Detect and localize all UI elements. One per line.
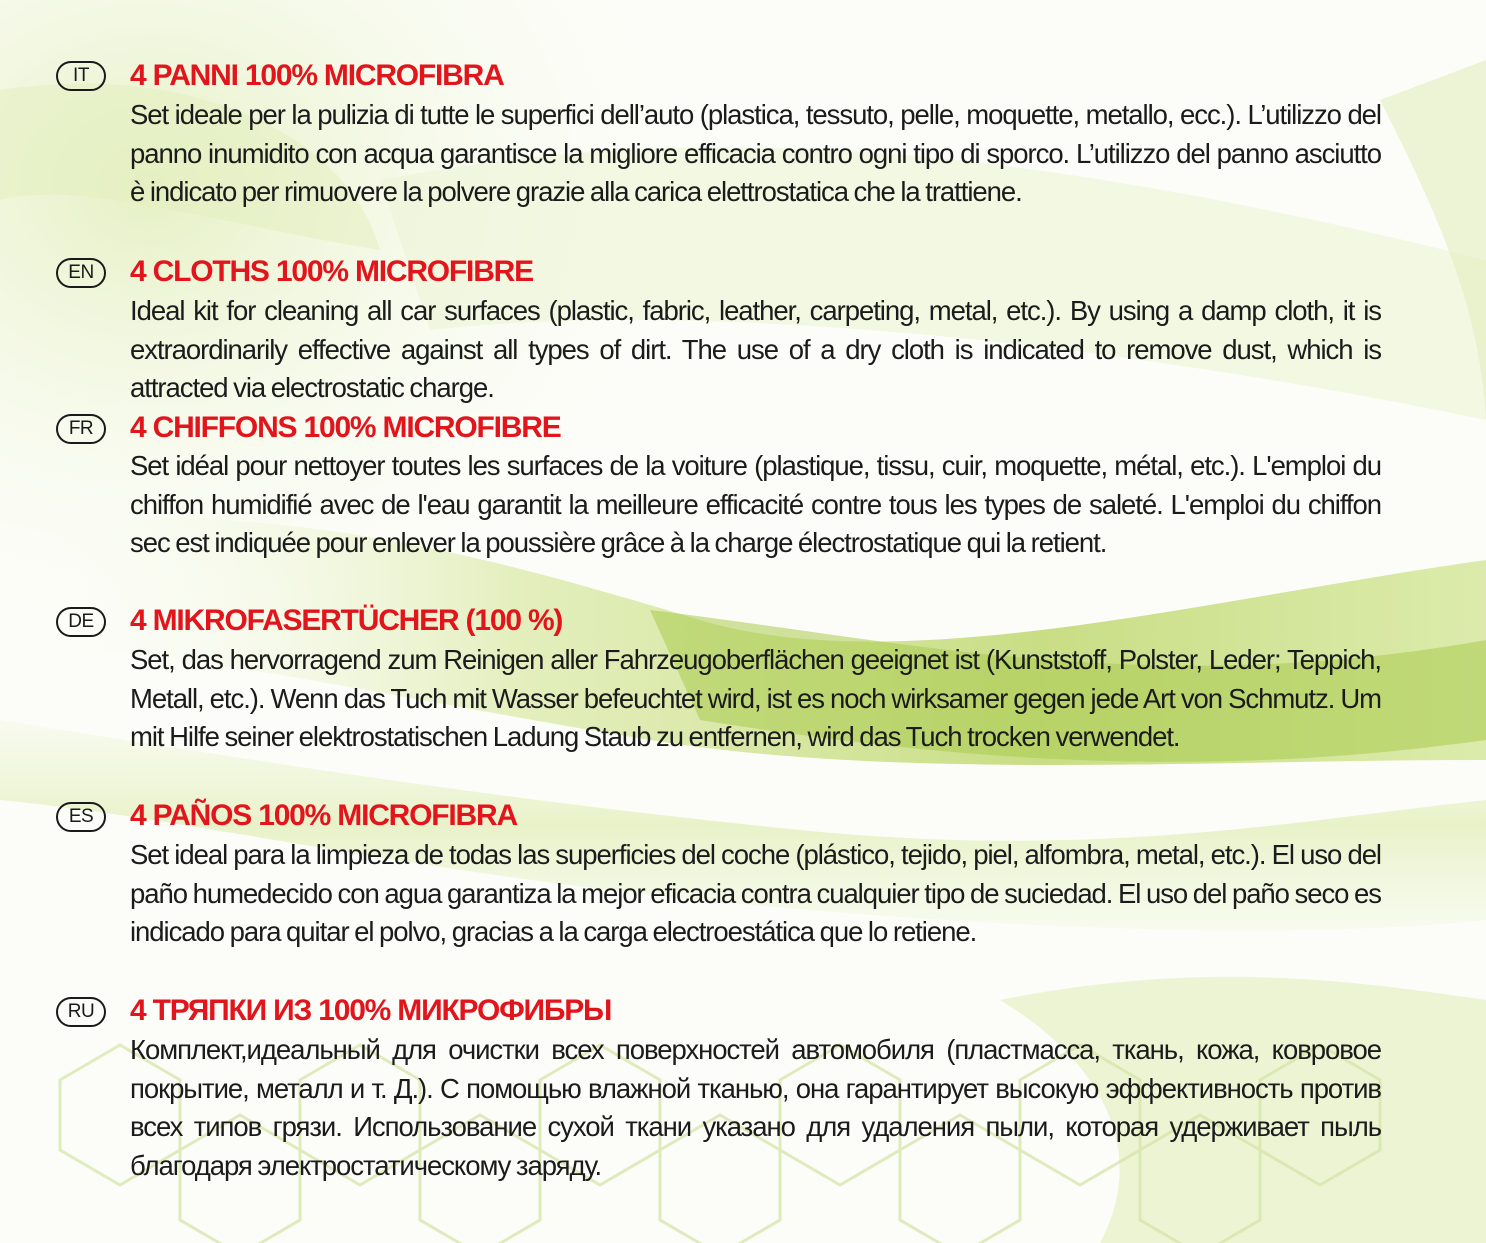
language-badge-fr: FR <box>56 414 106 444</box>
section-body-it: Set ideale per la pulizia di tutte le superfici dell’auto (plastica, tessuto, pelle, moquette, metallo, ecc.). L’utilizzo del panno inumidito con acqua garantisce la migliore efficacia contro ogni tipo di sporco. L’utilizzo del panno asciutto è indicato per rimuovere la polvere grazie alla carica elettrostatica che la trattiene. <box>130 99 1381 208</box>
language-badge-en: EN <box>56 258 106 288</box>
section-body-fr: Set idéal pour nettoyer toutes les surfaces de la voiture (plastique, tissu, cuir, moquette, métal, etc.). L'emploi du chiffon humidifié avec de l'eau garantit la meilleure efficacité contre tous les types de saleté. L'emploi du chiffon sec est indiquée pour enlever la poussière grâce à la charge électrostatique qui la retient. <box>130 450 1381 559</box>
section-body-de: Set, das hervorragend zum Reinigen aller Fahrzeugoberflächen geeignet ist (Kunststoff, Polster, Leder; Teppich, Metall, etc.). Wenn das Tuch mit Wasser befeuchtet wird, ist es noch wirksamer gegen jede Art von Schmutz. Um mit Hilfe seiner elektrostatischen Ladung Staub zu entfernen, wird das Tuch trocken verwendet. <box>130 644 1381 753</box>
section-title-fr: 4 CHIFFONS 100% MICROFIBRE <box>130 411 561 444</box>
language-badge-es: ES <box>56 802 106 832</box>
section-title-it: 4 PANNI 100% MICROFIBRA <box>130 59 504 92</box>
section-title-en: 4 CLOTHS 100% MICROFIBRE <box>130 255 533 288</box>
language-badge-de: DE <box>56 607 106 637</box>
section-body-en: Ideal kit for cleaning all car surfaces (plastic, fabric, leather, carpeting, metal, etc.). By using a damp cloth, it is extraordinarily effective against all types of dirt. The use of a dry cloth is indicated to remove dust, which is attracted via electrostatic charge. <box>130 295 1381 404</box>
language-badge-ru: RU <box>56 997 106 1027</box>
section-body-ru: Комплект,идеальный для очистки всех поверхностей автомобиля (пластмасса, ткань, кожа, ковровое покрытие, металл и т. Д.). С помощью влажной тканью, она гарантирует высокую эффективность против всех типов грязи. Использование сухой ткани указано для удаления пыли, которая удерживает пыль благодаря электростатическому заряду. <box>130 1034 1381 1182</box>
section-body-es: Set ideal para la limpieza de todas las superficies del coche (plástico, tejido, piel, alfombra, metal, etc.). El uso del paño humedecido con agua garantiza la mejor eficacia contra cualquier tipo de suciedad. El uso del paño seco es indicado para quitar el polvo, gracias a la carga electroestática que lo retiene. <box>130 839 1381 948</box>
language-badge-it: IT <box>56 61 106 91</box>
section-title-es: 4 PAÑOS 100% MICROFIBRA <box>130 799 517 832</box>
section-title-de: 4 MIKROFASERTÜCHER (100 %) <box>130 604 563 637</box>
section-title-ru: 4 ТРЯПКИ ИЗ 100% МИКРОФИБРЫ <box>130 994 612 1027</box>
